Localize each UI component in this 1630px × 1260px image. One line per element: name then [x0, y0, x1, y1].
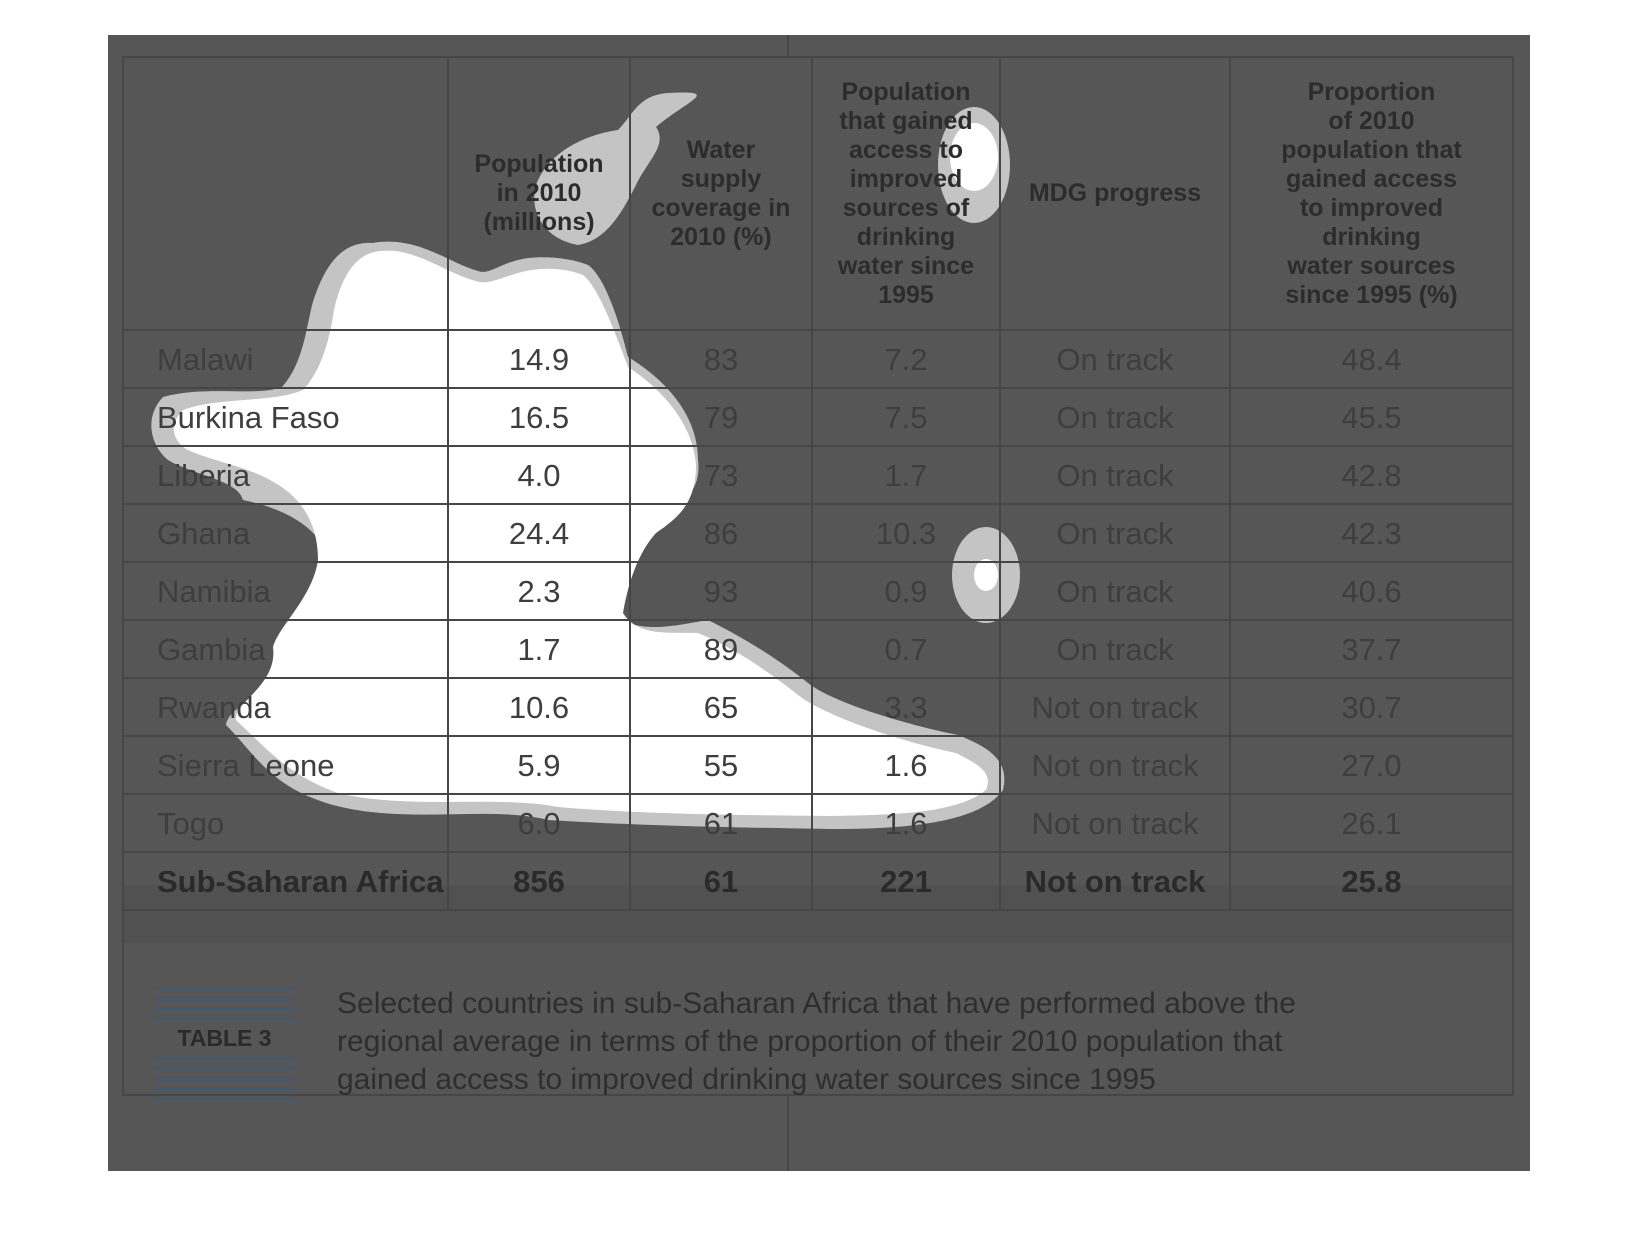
table-cell: 5.9 [517, 748, 561, 783]
column-header-line: in 2010 [496, 179, 582, 207]
table-cell: 42.3 [1341, 516, 1402, 551]
column-header-line: 2010 (%) [670, 222, 772, 251]
table-cell: On track [1056, 458, 1174, 493]
country-name-cell: Malawi [157, 342, 254, 377]
table-cell: 1.6 [884, 748, 928, 783]
country-name-cell: Liberia [157, 458, 251, 493]
table-cell: 4.0 [517, 458, 561, 493]
table-cell: 83 [703, 342, 739, 377]
total-row-cell: Sub-Saharan Africa [157, 864, 444, 899]
column-header [1230, 57, 1513, 330]
table-cell: 24.4 [508, 516, 570, 551]
table-cell: 0.9 [884, 574, 928, 609]
table-number-tag [156, 979, 293, 1099]
column-header-line: Population [841, 77, 971, 106]
country-name-cell: Burkina Faso [157, 400, 340, 435]
table-cell: On track [1056, 342, 1174, 377]
table-cell: 30.7 [1341, 690, 1402, 725]
column-header-line: population that [1281, 135, 1462, 164]
table-cell: 42.8 [1341, 458, 1402, 493]
table-cell: 48.4 [1341, 342, 1402, 377]
column-header-line: Water [686, 135, 756, 164]
table-cell: On track [1056, 400, 1174, 435]
country-name-cell: Rwanda [157, 690, 271, 725]
table-cell: 73 [703, 458, 739, 493]
column-header-line: drinking [1322, 222, 1421, 251]
table-cell: 79 [703, 400, 739, 435]
caption-line: regional average in terms of the proportion of their 2010 population that [337, 1025, 1283, 1058]
column-header-line: improved [849, 164, 963, 193]
table-cell: 45.5 [1341, 400, 1402, 435]
country-name-cell: Sierra Leone [157, 748, 335, 783]
column-header-line: gained access [1286, 164, 1457, 193]
table-panel [108, 35, 1530, 1171]
column-header-text [474, 150, 603, 237]
table-cell: 26.1 [1341, 806, 1402, 841]
table-cell: On track [1056, 632, 1174, 667]
table-cell: 65 [703, 690, 739, 725]
column-header-line: water since [837, 251, 975, 280]
column-header-line: to improved [1299, 193, 1444, 222]
table-cell: 1.7 [517, 632, 561, 667]
country-name-cell: Namibia [157, 574, 271, 609]
column-header-line: (millions) [483, 208, 595, 236]
table-caption [337, 985, 1447, 1099]
table-number-label: TABLE 3 [156, 1023, 293, 1053]
table-cell: 10.6 [508, 690, 570, 725]
table-cell: 0.7 [884, 632, 928, 667]
country-name-cell: Togo [157, 806, 225, 841]
table-cell: 40.6 [1341, 574, 1402, 609]
column-header-line: that gained [839, 106, 973, 135]
table-cell: 6.0 [517, 806, 561, 841]
column-header-line: 1995 [878, 280, 934, 309]
table-cell: 7.5 [884, 400, 928, 435]
column-header [448, 57, 630, 330]
total-row-cell: 25.8 [1341, 864, 1402, 899]
table-cell: 10.3 [875, 516, 937, 551]
total-row-cell: Not on track [1024, 864, 1206, 899]
column-header [812, 57, 1000, 330]
column-header-line: Proportion [1307, 77, 1436, 106]
table-cell: Not on track [1031, 806, 1199, 841]
column-header-line: supply [680, 164, 762, 193]
column-header [1000, 57, 1230, 330]
column-header-text [652, 136, 791, 252]
table-cell: 2.3 [517, 574, 561, 609]
table-cell: 55 [703, 748, 739, 783]
table-cell: 89 [703, 632, 739, 667]
country-name-cell: Gambia [157, 632, 266, 667]
column-header-line: Population [474, 150, 604, 178]
caption-line: gained access to improved drinking water sources since 1995 [337, 1063, 1156, 1096]
column-header-text [838, 78, 974, 310]
total-row-cell: 221 [880, 864, 932, 899]
table-cell: 27.0 [1341, 748, 1402, 783]
table-cell: 1.6 [884, 806, 928, 841]
column-header-line: drinking [856, 222, 956, 251]
table-cell: 1.7 [884, 458, 928, 493]
table-cell: 14.9 [508, 342, 570, 377]
total-row-cell: 856 [513, 864, 565, 899]
column-header-line: since 1995 (%) [1285, 280, 1458, 309]
table-cell: 16.5 [508, 400, 570, 435]
table-cell: 61 [703, 806, 739, 841]
table-cell: On track [1056, 574, 1174, 609]
table-cell: 93 [703, 574, 739, 609]
column-header-line: coverage in [651, 193, 791, 222]
table-cell: Not on track [1031, 748, 1199, 783]
table-cell: Not on track [1031, 690, 1199, 725]
column-header [630, 57, 812, 330]
caption-line: Selected countries in sub-Saharan Africa that have performed above the [337, 987, 1296, 1020]
total-row-cell: 61 [703, 864, 739, 899]
column-header-text [1029, 179, 1201, 208]
column-header-line: of 2010 [1328, 106, 1415, 135]
table-cell: 3.3 [884, 690, 928, 725]
column-header-line: sources of [842, 193, 970, 222]
table-cell: On track [1056, 516, 1174, 551]
column-header-text [1281, 78, 1462, 310]
column-header [123, 57, 448, 330]
table-cell: 86 [703, 516, 739, 551]
table-cell: 37.7 [1341, 632, 1402, 667]
table-cell: 7.2 [884, 342, 928, 377]
column-header-line: water sources [1287, 251, 1456, 280]
column-header-line: access to [849, 135, 963, 164]
column-header-line: MDG progress [1028, 179, 1202, 207]
country-name-cell: Ghana [157, 516, 251, 551]
